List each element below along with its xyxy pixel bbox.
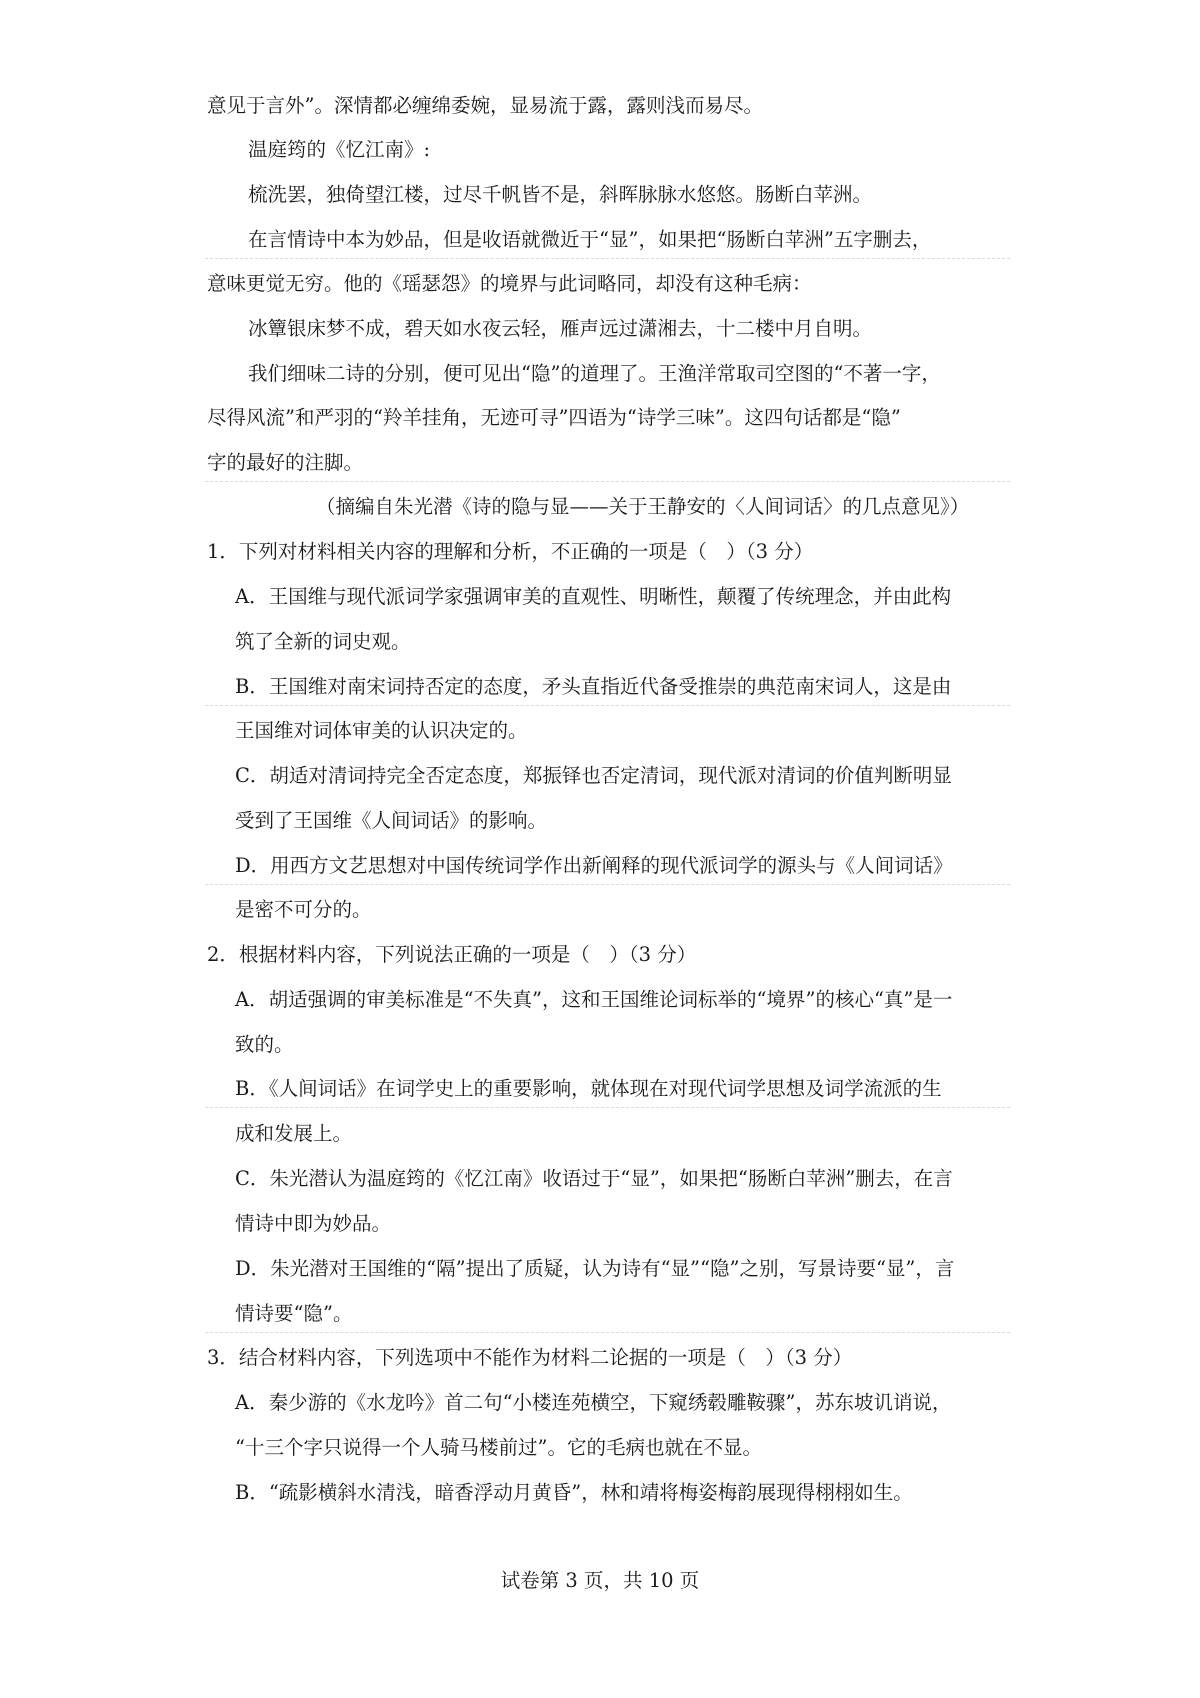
passage-line: 尽得风流”和严羽的“羚羊挂角，无迹可寻”四语为“诗学三味”。这四句话都是“隐”	[207, 406, 901, 429]
divider	[205, 705, 1010, 706]
passage-line: 温庭筠的《忆江南》:	[248, 138, 431, 161]
question-option: B．“疏影横斜水清浅，暗香浮动月黄昏”，林和靖将梅姿梅韵展现得栩栩如生。	[235, 1481, 913, 1504]
divider	[205, 481, 1010, 482]
question-option: A．王国维与现代派词学家强调审美的直观性、明晰性，颠覆了传统理念，并由此构	[235, 585, 952, 608]
divider	[205, 1332, 1010, 1333]
passage-line: 冰簟银床梦不成，碧天如水夜云轻，雁声远过潇湘去，十二楼中月自明。	[248, 317, 873, 340]
question-option: B．王国维对南宋词持否定的态度，矛头直指近代备受推崇的典范南宋词人，这是由	[235, 675, 952, 698]
page-footer: 试卷第 3 页，共 10 页	[500, 1569, 700, 1592]
divider	[205, 1107, 1010, 1108]
passage-line: 我们细味二诗的分别，便可见出“隐”的道理了。王渔洋常取司空图的“不著一字，	[248, 362, 941, 385]
passage-line: 字的最好的注脚。	[207, 451, 364, 474]
question-option-cont: “十三个字只说得一个人骑马楼前过”。它的毛病也就在不显。	[235, 1436, 762, 1459]
passage-line: 在言情诗中本为妙品，但是收语就微近于“显”，如果把“肠断白苹洲”五字删去，	[248, 228, 932, 251]
divider	[205, 884, 1010, 885]
question-option: C．朱光潜认为温庭筠的《忆江南》收语过于“显”，如果把“肠断白苹洲”删去，在言	[235, 1167, 953, 1190]
question-option-cont: 受到了王国维《人间词话》的影响。	[235, 809, 548, 832]
question-option-cont: 是密不可分的。	[235, 898, 372, 921]
question-option: A．秦少游的《水龙吟》首二句“小楼连苑横空，下窥绣毂雕鞍骤”，苏东坡讥诮说，	[235, 1391, 952, 1414]
question-stem: 2．根据材料内容，下列说法正确的一项是（ ）（3 分）	[207, 943, 697, 966]
question-option-cont: 筑了全新的词史观。	[235, 630, 411, 653]
divider	[205, 258, 1010, 259]
question-option: D．朱光潜对王国维的“隔”提出了质疑，认为诗有“显”“隐”之别，写景诗要“显”，言	[235, 1257, 955, 1280]
question-option-cont: 王国维对词体审美的认识决定的。	[235, 719, 528, 742]
question-option-cont: 成和发展上。	[235, 1122, 353, 1145]
question-option: B．《人间词话》在词学史上的重要影响，就体现在对现代词学思想及词学流派的生	[235, 1077, 942, 1100]
question-option-cont: 情诗中即为妙品。	[235, 1212, 392, 1235]
passage-line: 意见于言外”。深情都必缠绵委婉，显易流于露，露则浅而易尽。	[207, 94, 763, 117]
question-stem: 1．下列对材料相关内容的理解和分析，不正确的一项是（ ）（3 分）	[207, 540, 814, 563]
question-option-cont: 致的。	[235, 1033, 294, 1056]
question-stem: 3．结合材料内容，下列选项中不能作为材料二论据的一项是（ ）（3 分）	[207, 1346, 853, 1369]
question-option-cont: 情诗要“隐”。	[235, 1302, 353, 1325]
passage-line: 梳洗罢，独倚望江楼，过尽千帆皆不是，斜晖脉脉水悠悠。肠断白苹洲。	[248, 183, 873, 206]
passage-citation: （摘编自朱光潜《诗的隐与显——关于王静安的〈人间词话〉的几点意见》）	[316, 495, 970, 518]
question-option: C．胡适对清词持完全否定态度，郑振铎也否定清词，现代派对清词的价值判断明显	[235, 764, 952, 787]
question-option: A．胡适强调的审美标准是“不失真”，这和王国维论词标举的“境界”的核心“真”是一	[235, 988, 953, 1011]
passage-line: 意味更觉无穷。他的《瑶瑟怨》的境界与此词略同，却没有这种毛病：	[207, 272, 812, 295]
question-option: D．用西方文艺思想对中国传统词学作出新阐释的现代派词学的源头与《人间词话》	[235, 854, 953, 877]
